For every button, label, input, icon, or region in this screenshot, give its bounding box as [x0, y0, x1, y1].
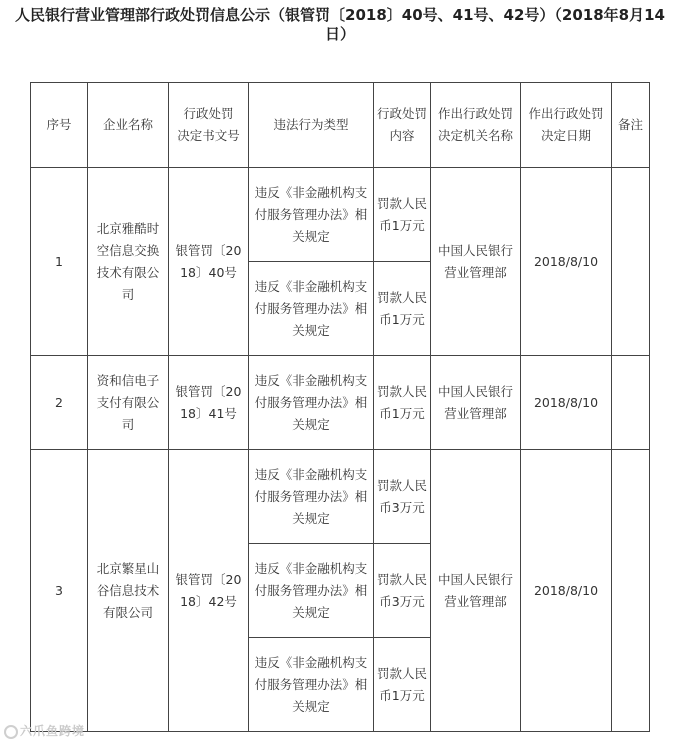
- watermark-text: 六爪鱼跨境: [20, 724, 86, 738]
- header-content-line2: 内容: [389, 128, 415, 143]
- cell-violation-type: 违反《非金融机构支付服务管理办法》相关规定: [249, 638, 374, 732]
- header-authority: [431, 83, 521, 168]
- cell-seq: 1: [31, 168, 88, 356]
- table-row: [31, 356, 650, 450]
- header-authority-line2: 决定机关名称: [437, 128, 513, 143]
- header-doc-no-line2: 决定书文号: [177, 128, 240, 143]
- watermark: [4, 722, 85, 739]
- cell-violation-type: 违反《非金融机构支付服务管理办法》相关规定: [249, 450, 374, 544]
- cell-penalty-content: 罚款人民币1万元: [374, 168, 431, 262]
- cell-violation-type: 违反《非金融机构支付服务管理办法》相关规定: [249, 168, 374, 262]
- page-title: 人民银行营业管理部行政处罚信息公示（银管罚〔2018〕40号、41号、42号）（2018年8月14日）: [15, 6, 665, 43]
- cell-company: 资和信电子支付有限公司: [88, 356, 169, 450]
- cell-seq: 2: [31, 356, 88, 450]
- cell-penalty-content: 罚款人民币1万元: [374, 262, 431, 356]
- cell-authority: 中国人民银行营业管理部: [431, 168, 521, 356]
- cell-authority: 中国人民银行营业管理部: [431, 356, 521, 450]
- cell-penalty-content: 罚款人民币3万元: [374, 544, 431, 638]
- cell-seq: 3: [31, 450, 88, 732]
- cell-penalty-content: 罚款人民币1万元: [374, 356, 431, 450]
- table-row: [31, 450, 650, 544]
- cell-violation-type: 违反《非金融机构支付服务管理办法》相关规定: [249, 356, 374, 450]
- header-content: [374, 83, 431, 168]
- cell-date: 2018/8/10: [521, 356, 612, 450]
- cell-penalty-content: 罚款人民币1万元: [374, 638, 431, 732]
- header-date-line1: 作出行政处罚: [528, 106, 604, 121]
- cell-company: 北京雅酷时空信息交换技术有限公司: [88, 168, 169, 356]
- cell-authority: 中国人民银行营业管理部: [431, 450, 521, 732]
- header-company: 企业名称: [88, 83, 169, 168]
- cell-date: 2018/8/10: [521, 168, 612, 356]
- cell-remark: [612, 168, 650, 356]
- header-remark: 备注: [612, 83, 650, 168]
- cell-doc-no: 银管罚〔2018〕40号: [169, 168, 249, 356]
- cell-remark: [612, 356, 650, 450]
- cell-company: 北京繁星山谷信息技术有限公司: [88, 450, 169, 732]
- header-date-line2: 决定日期: [540, 128, 591, 143]
- cell-violation-type: 违反《非金融机构支付服务管理办法》相关规定: [249, 262, 374, 356]
- cell-doc-no: 银管罚〔2018〕41号: [169, 356, 249, 450]
- cell-penalty-content: 罚款人民币3万元: [374, 450, 431, 544]
- header-seq: 序号: [31, 83, 88, 168]
- header-doc-no-line1: 行政处罚: [183, 106, 234, 121]
- header-doc-no: [169, 83, 249, 168]
- header-date: [521, 83, 612, 168]
- cell-doc-no: 银管罚〔2018〕42号: [169, 450, 249, 732]
- penalty-table: [30, 82, 650, 732]
- watermark-logo-icon: [4, 725, 18, 739]
- header-content-line1: 行政处罚: [377, 106, 428, 121]
- table-row: [31, 168, 650, 262]
- cell-violation-type: 违反《非金融机构支付服务管理办法》相关规定: [249, 544, 374, 638]
- header-violation-type: 违法行为类型: [249, 83, 374, 168]
- header-authority-line1: 作出行政处罚: [437, 106, 513, 121]
- cell-remark: [612, 450, 650, 732]
- table-header-row: [31, 83, 650, 168]
- cell-date: 2018/8/10: [521, 450, 612, 732]
